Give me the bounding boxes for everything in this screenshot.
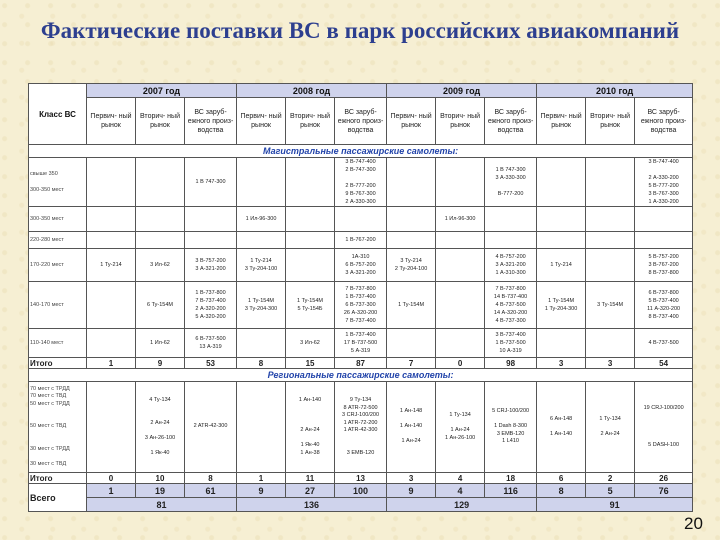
total-cell: 3 [387,473,436,484]
data-cell: 1 Ту-134 2 Ан-24 [586,382,635,473]
data-cell: 3 В-757-200 3 А-321-200 [185,249,237,282]
data-cell [436,249,485,282]
sub-header: Первич- ный рынок [537,98,586,145]
grand-total-cell: 4 [436,484,485,498]
data-cell [286,232,335,249]
total-cell: 3 [537,358,586,369]
total-cell: 18 [485,473,537,484]
data-cell [237,158,286,207]
section-main-heading: Магистральные пассажирские самолеты: [29,145,693,158]
data-cell [387,207,436,232]
total-cell: 7 [387,358,436,369]
data-cell [87,207,136,232]
total-cell: 1 [87,358,136,369]
data-cell [586,207,635,232]
total-cell: 54 [635,358,693,369]
data-cell [485,232,537,249]
grand-total-cell: 9 [237,484,286,498]
class-cell: 220-280 мест [29,232,87,249]
data-cell [87,282,136,329]
total-cell: 3 [586,358,635,369]
grand-total-cell: 9 [387,484,436,498]
year-header: 2008 год [237,84,387,98]
data-cell [586,232,635,249]
data-cell: 4 Ту-134 2 Ан-24 3 Ан-26-100 1 Як-40 [136,382,185,473]
grand-total-cell: 100 [335,484,387,498]
data-cell [537,232,586,249]
total-cell: 10 [136,473,185,484]
data-cell [436,158,485,207]
total-cell: 8 [237,358,286,369]
class-header: Класс ВС [29,84,87,145]
total-cell: 26 [635,473,693,484]
total-cell: 53 [185,358,237,369]
year-sum-cell: 81 [87,498,237,512]
sub-header: ВС заруб- ежного произ- водства [485,98,537,145]
data-cell [537,329,586,358]
data-cell: 1 Ту-154М [387,282,436,329]
data-cell: 1 В-767-200 [335,232,387,249]
data-cell [136,207,185,232]
grand-total-cell: 76 [635,484,693,498]
data-cell [537,158,586,207]
data-cell: 6 В-737-500 13 А-319 [185,329,237,358]
data-cell: 1 Ту-214 [87,249,136,282]
deliveries-table [28,83,693,512]
data-cell: 1 Ту-134 1 Ан-24 1 Ан-26-100 [436,382,485,473]
data-cell [635,207,693,232]
main-row [29,282,693,329]
data-cell [237,382,286,473]
section-regional-heading: Региональные пассажирские самолеты: [29,369,693,382]
total-cell: 4 [436,473,485,484]
class-cell: 170-220 мест [29,249,87,282]
data-cell: 3 Ту-154М [586,282,635,329]
class-cell: 110-140 мест [29,329,87,358]
data-cell [87,232,136,249]
main-row [29,249,693,282]
data-cell: 19 CRJ-100/200 5 DASH-100 [635,382,693,473]
year-header: 2010 год [537,84,693,98]
year-header: 2007 год [87,84,237,98]
data-cell: 6 В-737-800 5 В-737-400 11 А-320-200 8 В-737-400 [635,282,693,329]
data-cell [387,329,436,358]
data-cell [586,249,635,282]
data-cell: 1 Ил-62 [136,329,185,358]
data-cell [387,232,436,249]
total-cell: 11 [286,473,335,484]
data-cell [136,232,185,249]
class-cell: 70 мест с ТРДД 70 мест с ТВД 50 мест с ТРДД 50 мест с ТВД 30 мест с ТРДД 30 мест с ТВД [29,382,87,473]
data-cell: 1 Ту-214 3 Ту-204-100 [237,249,286,282]
sub-header: Первич- ный рынок [87,98,136,145]
data-cell: 1 Ту-214 [537,249,586,282]
sub-header: Первич- ный рынок [237,98,286,145]
sub-header: Вторич- ный рынок [286,98,335,145]
grand-total-cell: 1 [87,484,136,498]
data-cell [485,207,537,232]
main-row [29,158,693,207]
data-cell [237,329,286,358]
sub-header: ВС заруб- ежного произ- водства [185,98,237,145]
data-cell [586,158,635,207]
data-cell: 3 В-747-400 2 A-330-200 5 В-777-200 3 В-767-300 1 А-330-200 [635,158,693,207]
data-cell: 1 Ил-96-300 [237,207,286,232]
data-cell: 3 Ту-214 2 Ту-204-100 [387,249,436,282]
data-cell [387,158,436,207]
slide-title: Фактические поставки ВС в парк российских авиакомпаний [40,18,680,43]
data-cell: 1 В 747-300 3 A-330-300 В-777-200 [485,158,537,207]
data-cell [436,232,485,249]
data-cell: 6 Ан-148 1 Ан-140 [537,382,586,473]
data-cell [436,282,485,329]
data-cell: 4 В-737-500 [635,329,693,358]
main-row [29,207,693,232]
data-cell: 1 Ил-96-300 [436,207,485,232]
regional-total-label: Итого [29,473,87,484]
main-row [29,329,693,358]
sub-header: ВС заруб- ежного произ- водства [335,98,387,145]
sub-header: ВС заруб- ежного произ- водства [635,98,693,145]
page-number: 20 [684,514,703,533]
data-cell: 3 В-747-400 2 В-747-300 2 В-777-200 9 В-767-300 2 A-330-300 [335,158,387,207]
total-cell: 6 [537,473,586,484]
total-cell: 2 [586,473,635,484]
data-cell [335,207,387,232]
year-header: 2009 год [387,84,537,98]
data-cell: 3 В-737-400 1 В-737-500 10 А-319 [485,329,537,358]
data-cell: 1А-310 6 В-757-200 3 А-321-200 [335,249,387,282]
data-cell: 1 В 747-300 [185,158,237,207]
sub-header: Вторич- ный рынок [436,98,485,145]
sub-header: Первич- ный рынок [387,98,436,145]
data-cell: 1 Ан-148 1 Ан-140 1 Ан-24 [387,382,436,473]
data-cell: 5 В-757-200 3 В-767-200 8 В-737-800 [635,249,693,282]
data-cell [586,329,635,358]
data-cell: 2 ATR-42-300 [185,382,237,473]
data-cell [185,232,237,249]
grand-total-cell: 27 [286,484,335,498]
total-cell: 1 [237,473,286,484]
data-cell [87,158,136,207]
data-cell [87,329,136,358]
main-rows [29,158,693,358]
data-cell: 1 В-737-800 7 В-737-400 2 А-320-200 5 А-320-200 [185,282,237,329]
year-sum-cell: 129 [387,498,537,512]
class-cell: свыше 350 300-350 мест [29,158,87,207]
main-row [29,232,693,249]
total-cell: 15 [286,358,335,369]
data-cell: 1 Ту-154М 5 Ту-154Б [286,282,335,329]
data-cell [286,158,335,207]
data-cell [537,207,586,232]
deliveries-table-wrapper [28,83,692,510]
data-cell [286,207,335,232]
data-cell [436,329,485,358]
total-cell: 8 [185,473,237,484]
year-sum-cell: 91 [537,498,693,512]
data-cell: 4 В-757-200 3 А-321-200 1 А-310-300 [485,249,537,282]
year-sum-cell: 136 [237,498,387,512]
data-cell [635,232,693,249]
grand-total-cell: 116 [485,484,537,498]
data-cell [136,158,185,207]
total-cell: 0 [87,473,136,484]
class-cell: 300-350 мест [29,207,87,232]
data-cell: 1 Ту-154М 1 Ту-204-300 [537,282,586,329]
data-cell [237,232,286,249]
data-cell: 6 Ту-154М [136,282,185,329]
data-cell: 7 В-737-800 14 В-737-400 4 В-737-500 14 А-320-200 4 В-737-300 [485,282,537,329]
data-cell: 1 Ту-154М 3 Ту-204-300 [237,282,286,329]
data-cell: 3 Ил-62 [136,249,185,282]
total-cell: 98 [485,358,537,369]
grand-total-label: Всего [29,484,87,512]
grand-total-cell: 61 [185,484,237,498]
grand-total-cell: 5 [586,484,635,498]
data-cell: 1 Ан-140 2 Ан-24 1 Як-40 1 Ан-38 [286,382,335,473]
data-cell: 1 В-737-400 17 В-737-500 5 А-319 [335,329,387,358]
total-cell: 9 [136,358,185,369]
sub-header: Вторич- ный рынок [586,98,635,145]
total-cell: 87 [335,358,387,369]
grand-total-cell: 19 [136,484,185,498]
data-cell: 9 Ту-134 8 ATR-72-500 3 CRJ-100/200 1 ATR-72-200 1 ATR-42-300 3 EMB-120 [335,382,387,473]
data-cell [286,249,335,282]
regional-row [29,382,693,473]
data-cell: 3 Ил-62 [286,329,335,358]
main-total-label: Итого [29,358,87,369]
class-cell: 140-170 мест [29,282,87,329]
grand-total-cell: 8 [537,484,586,498]
data-cell [185,207,237,232]
data-cell: 5 CRJ-100/200 1 Dash 8-300 3 EMB-120 1 L410 [485,382,537,473]
total-cell: 0 [436,358,485,369]
data-cell: 7 В-737-800 1 В-737-400 6 В-737-300 26 А-320-200 7 В-737-400 [335,282,387,329]
data-cell [87,382,136,473]
total-cell: 13 [335,473,387,484]
sub-header: Вторич- ный рынок [136,98,185,145]
